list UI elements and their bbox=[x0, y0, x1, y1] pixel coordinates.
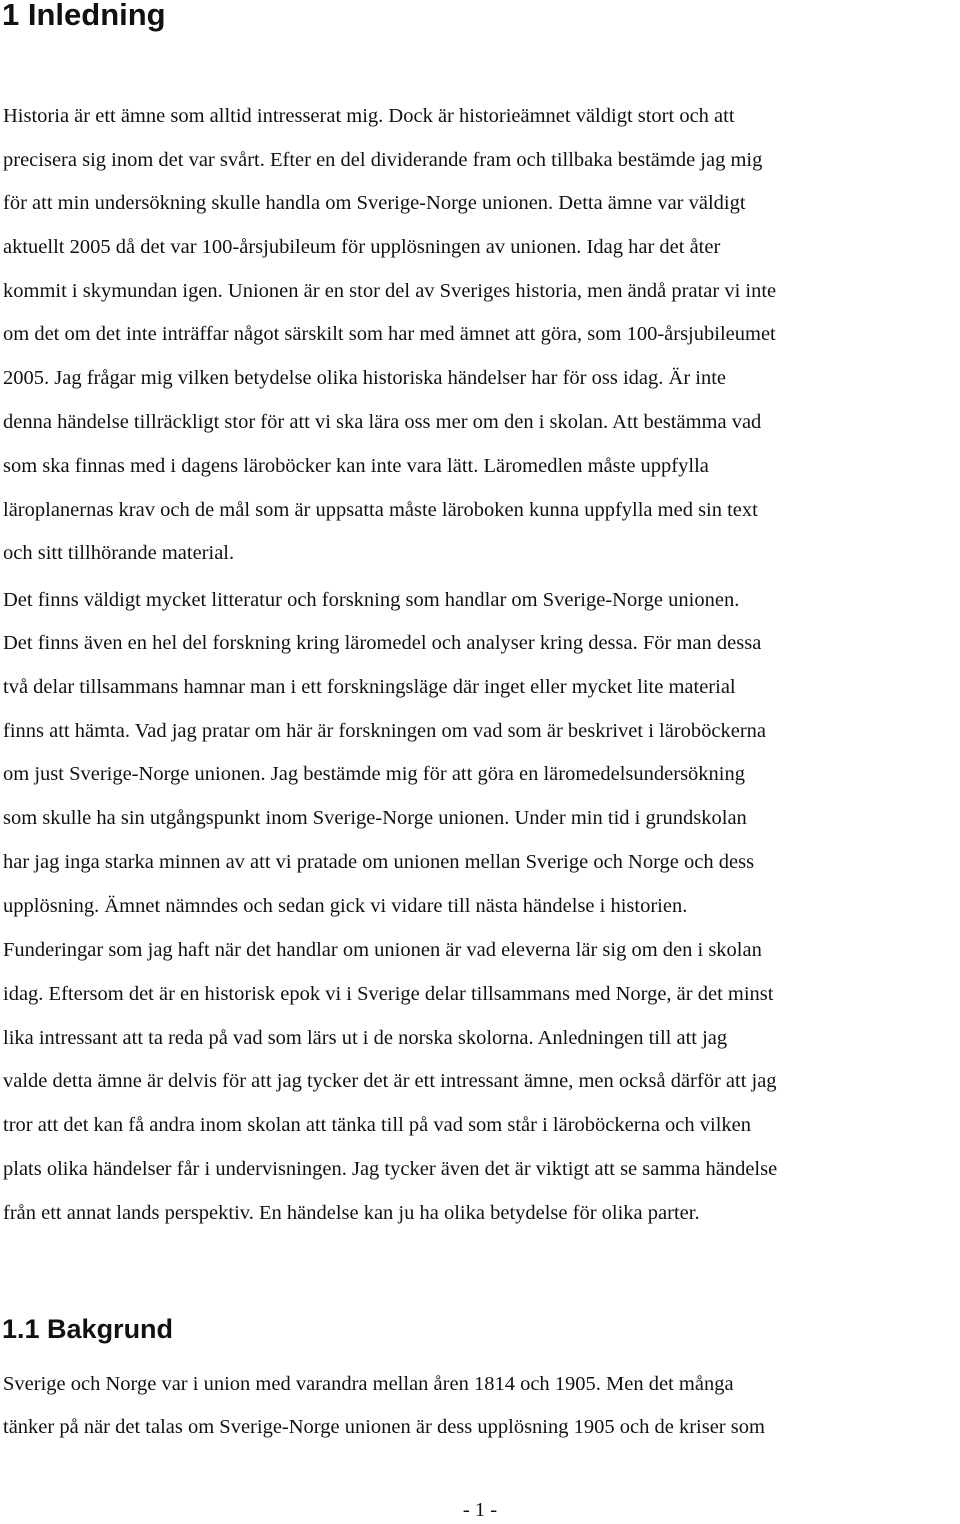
section-heading: 1 Inledning bbox=[2, 0, 166, 32]
text-line: kommit i skymundan igen. Unionen är en stor del av Sveriges historia, men ändå pratar vi inte bbox=[3, 280, 777, 302]
text-line: som ska finnas med i dagens läroböcker kan inte vara lätt. Läromedlen måste uppfylla bbox=[3, 455, 709, 477]
text-line: plats olika händelser får i undervisningen. Jag tycker även det är viktigt att se samma händelse bbox=[3, 1158, 778, 1180]
text-line: Det finns även en hel del forskning kring läromedel och analyser kring dessa. För man dessa bbox=[3, 632, 762, 654]
text-line: Det finns väldigt mycket litteratur och forskning som handlar om Sverige-Norge unionen. bbox=[3, 589, 740, 611]
text-line: tror att det kan få andra inom skolan att tänka till på vad som står i läroböckerna och vilken bbox=[3, 1114, 752, 1136]
text-line: Sverige och Norge var i union med varandra mellan åren 1814 och 1905. Men det många bbox=[3, 1373, 734, 1395]
text-line: 2005. Jag frågar mig vilken betydelse olika historiska händelser har för oss idag. Är inte bbox=[3, 367, 727, 389]
text-line: denna händelse tillräckligt stor för att vi ska lära oss mer om den i skolan. Att bestämma vad bbox=[3, 411, 762, 433]
text-line: upplösning. Ämnet nämndes och sedan gick vi vidare till nästa händelse i historien. bbox=[3, 895, 688, 917]
text-line: två delar tillsammans hamnar man i ett forskningsläge där inget eller mycket lite material bbox=[3, 676, 736, 698]
text-line: som skulle ha sin utgångspunkt inom Sverige-Norge unionen. Under min tid i grundskolan bbox=[3, 807, 747, 829]
text-line: läroplanernas krav och de mål som är uppsatta måste läroboken kunna uppfylla med sin text bbox=[3, 499, 758, 521]
text-line: har jag inga starka minnen av att vi pratade om unionen mellan Sverige och Norge och dess bbox=[3, 851, 755, 873]
text-line: tänker på när det talas om Sverige-Norge unionen är dess upplösning 1905 och de kriser som bbox=[3, 1416, 765, 1438]
text-line: om det om det inte inträffar något särskilt som har med ämnet att göra, som 100-årsjubileumet bbox=[3, 323, 776, 345]
page-number: - 1 - bbox=[462, 1499, 498, 1521]
text-line: Historia är ett ämne som alltid intresserat mig. Dock är historieämnet väldigt stort och att bbox=[3, 105, 735, 127]
subsection-heading: 1.1 Bakgrund bbox=[2, 1314, 174, 1344]
text-line: för att min undersökning skulle handla om Sverige-Norge unionen. Detta ämne var väldigt bbox=[3, 192, 746, 214]
text-line: från ett annat lands perspektiv. En händelse kan ju ha olika betydelse för olika parter. bbox=[3, 1202, 700, 1224]
text-line: lika intressant att ta reda på vad som lärs ut i de norska skolorna. Anledningen till att jag bbox=[3, 1027, 728, 1049]
text-line: precisera sig inom det var svårt. Efter en del dividerande fram och tillbaka bestämde jag mig bbox=[3, 149, 763, 171]
text-line: finns att hämta. Vad jag pratar om här är forskningen om vad som är beskrivet i läroböckerna bbox=[3, 720, 767, 742]
text-line: och sitt tillhörande material. bbox=[3, 542, 235, 564]
text-line: valde detta ämne är delvis för att jag tycker det är ett intressant ämne, men också därför att jag bbox=[3, 1070, 777, 1092]
text-line: aktuellt 2005 då det var 100-årsjubileum för upplösningen av unionen. Idag har det åter bbox=[3, 236, 721, 258]
text-line: idag. Eftersom det är en historisk epok vi i Sverige delar tillsammans med Norge, är det minst bbox=[3, 983, 774, 1005]
text-line: om just Sverige-Norge unionen. Jag bestämde mig för att göra en läromedelsundersökning bbox=[3, 763, 746, 785]
text-line: Funderingar som jag haft när det handlar om unionen är vad eleverna lär sig om den i skolan bbox=[3, 939, 762, 961]
